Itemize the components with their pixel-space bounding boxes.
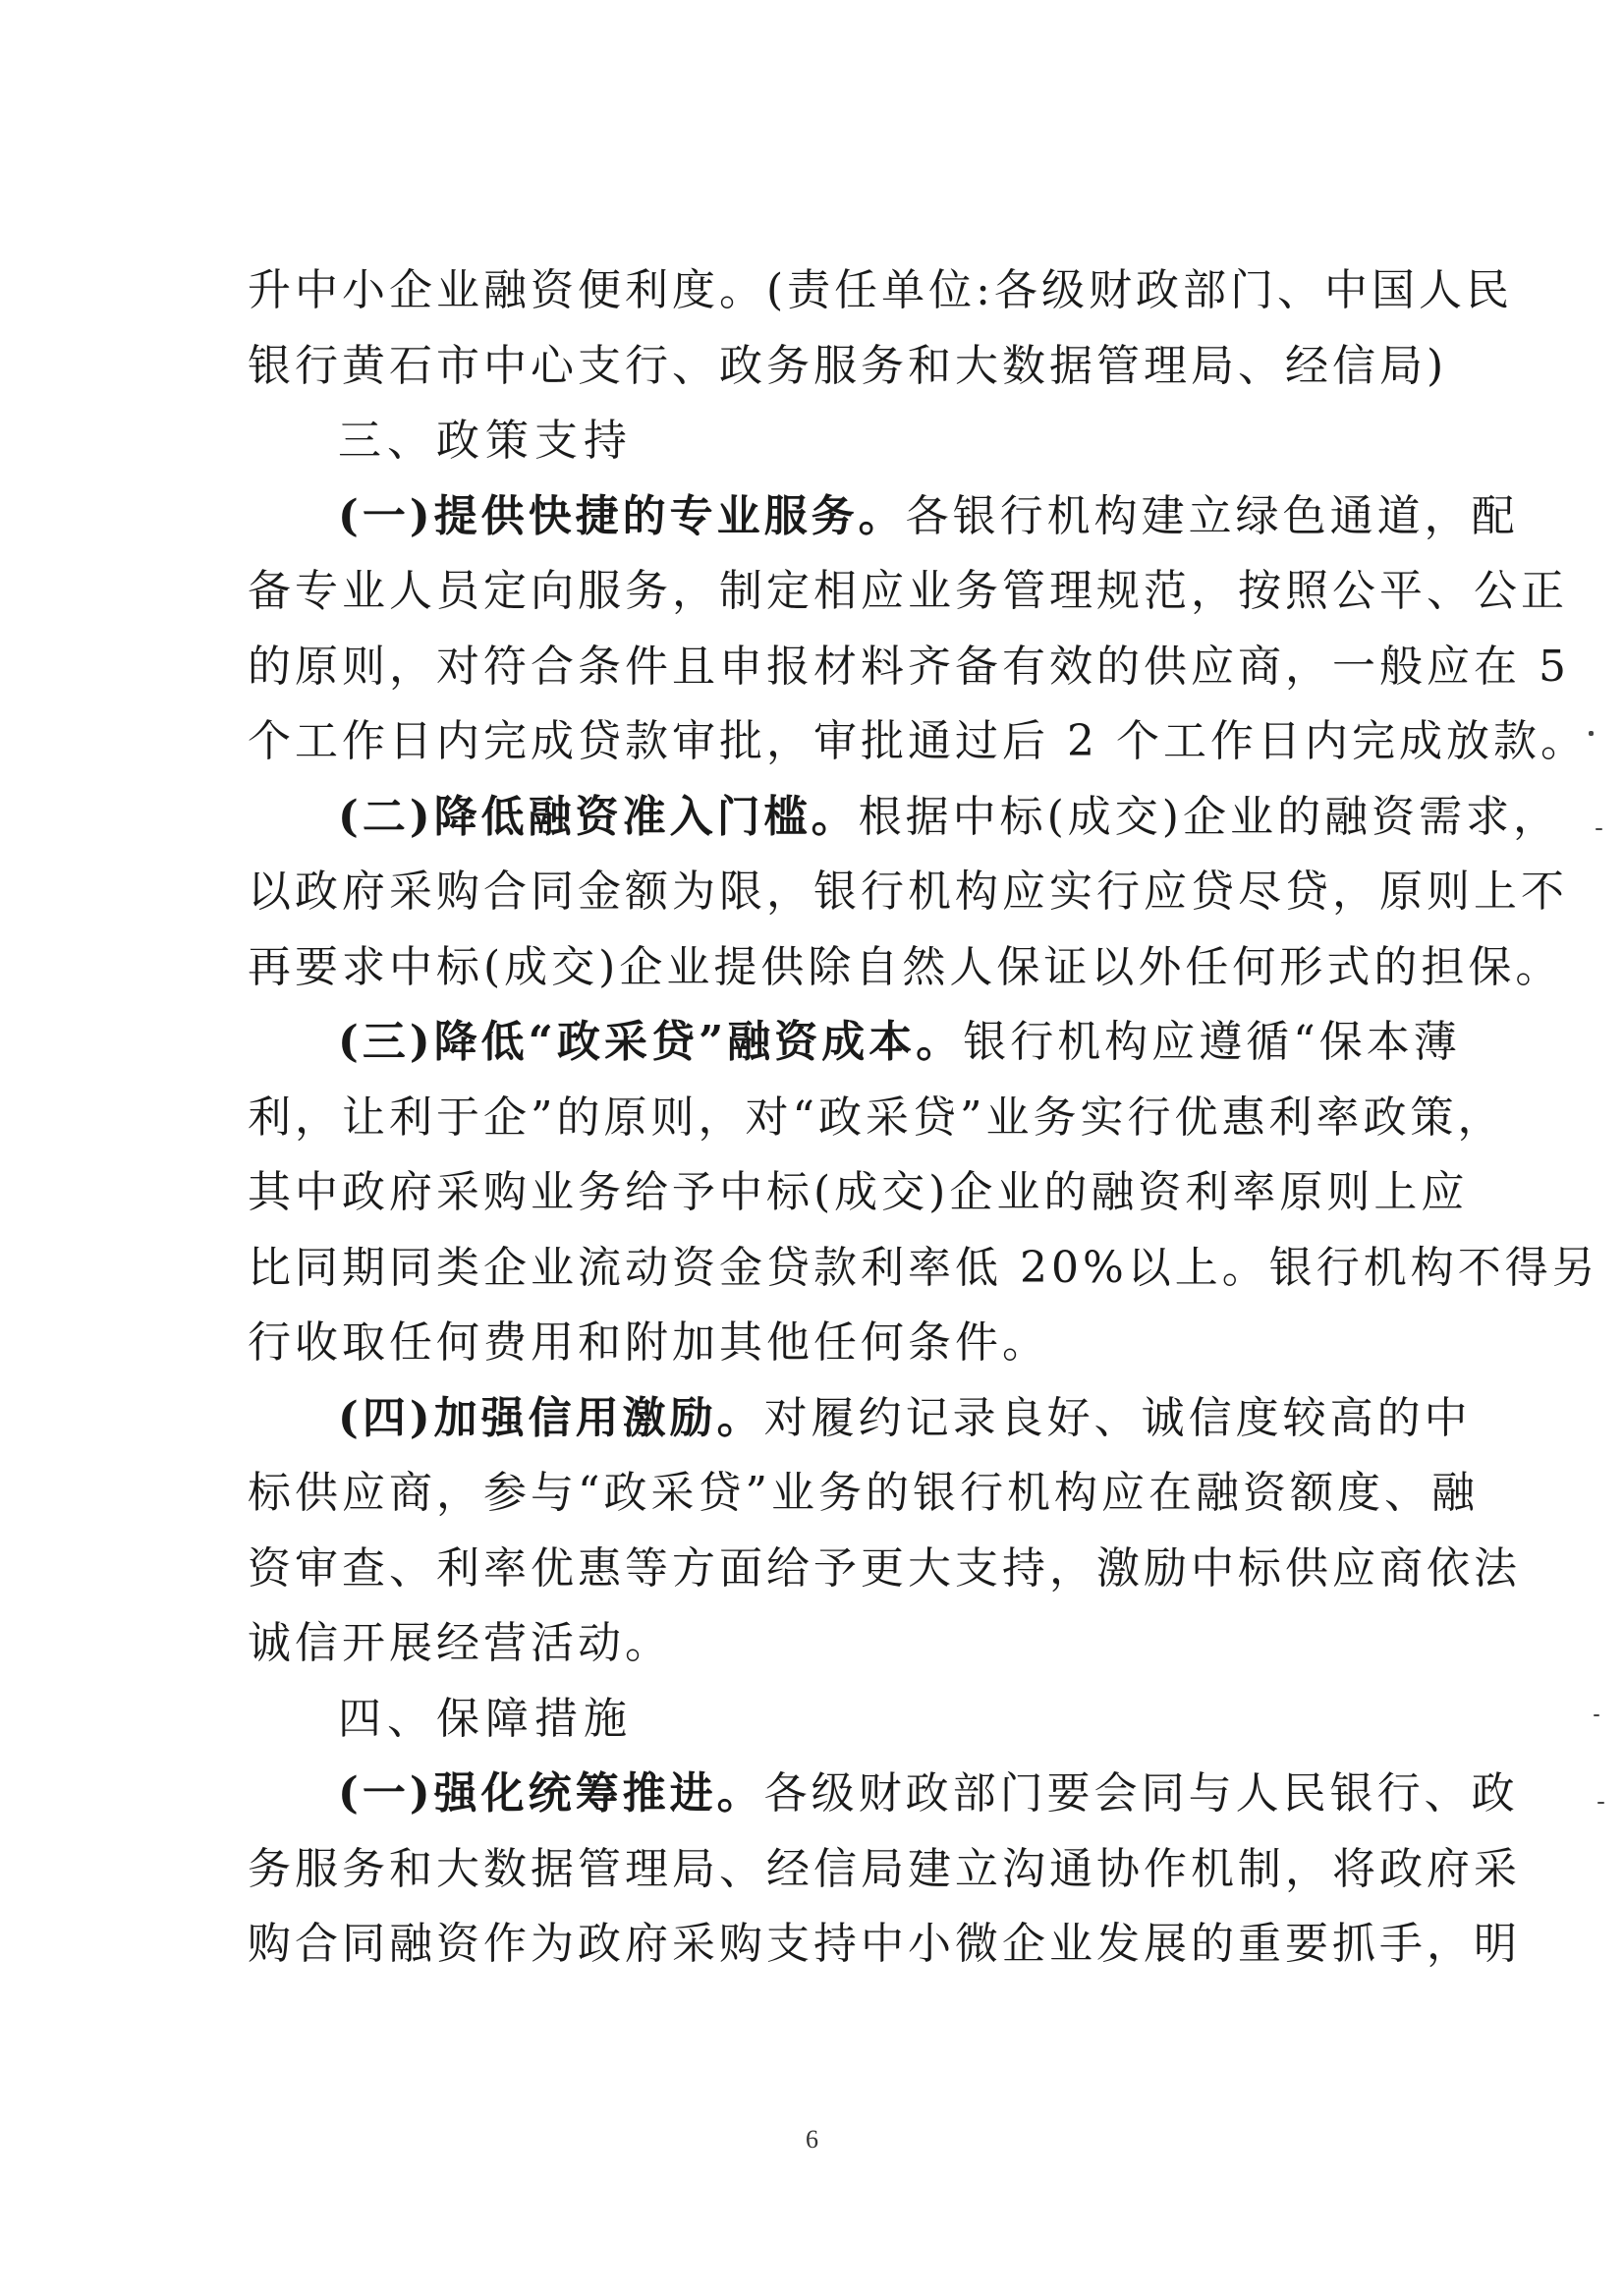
body-line: 诚信开展经营活动。 <box>248 1618 672 1668</box>
body-line: 行收取任何费用和附加其他任何条件。 <box>248 1317 1049 1368</box>
scan-mark <box>1596 828 1602 830</box>
paragraph-title: (四)加强信用激励。 <box>338 1392 764 1443</box>
document-body <box>248 253 1599 1983</box>
body-line: 备专业人员定向服务，制定相应业务管理规范，按照公平、公正 <box>248 566 1568 616</box>
body-line: 利，让利于企”的原则，对“政采贷”业务实行优惠利率政策， <box>248 1092 1505 1143</box>
body-line: 标供应商，参与“政采贷”业务的银行机构应在融资额度、融 <box>248 1468 1479 1518</box>
page-number: 6 <box>806 2125 818 2154</box>
paragraph-title: (一)强化统筹推进。 <box>338 1768 764 1819</box>
body-line: 其中政府采购业务给予中标(成交)企业的融资利率原则上应 <box>248 1167 1469 1217</box>
paragraph-first-line: (一)提供快捷的专业服务。各银行机构建立绿色通道，配 <box>338 490 1519 541</box>
body-line: 再要求中标(成交)企业提供除自然人保证以外任何形式的担保。 <box>248 941 1563 992</box>
paragraph-first-line: (三)降低“政采贷”融资成本。银行机构应遵循“保本薄 <box>338 1017 1461 1067</box>
section-heading: 四、保障措施 <box>338 1693 633 1744</box>
paragraph-title: (二)降低融资准入门槛。 <box>338 791 859 842</box>
paragraph-title: (三)降低“政采贷”融资成本。 <box>338 1017 964 1067</box>
body-line: 银行黄石市中心支行、政务服务和大数据管理局、经信局) <box>248 340 1448 391</box>
body-line: 务服务和大数据管理局、经信局建立沟通协作机制，将政府采 <box>248 1843 1521 1894</box>
body-line: 的原则，对符合条件且申报材料齐备有效的供应商，一般应在 5 <box>248 641 1570 692</box>
body-line: 个工作日内完成贷款审批，审批通过后 2 个工作日内完成放款。 <box>248 716 1588 766</box>
body-line: 以政府采购合同金额为限，银行机构应实行应贷尽贷，原则上不 <box>248 867 1568 917</box>
paragraph-first-line: (一)强化统筹推进。各级财政部门要会同与人民银行、政 <box>338 1768 1519 1819</box>
body-line: 升中小企业融资便利度。(责任单位:各级财政部门、中国人民 <box>248 265 1513 315</box>
scan-mark <box>1594 1714 1599 1716</box>
body-line: 购合同融资作为政府采购支持中小微企业发展的重要抓手，明 <box>248 1919 1521 1969</box>
paragraph-title: (一)提供快捷的专业服务。 <box>338 490 906 541</box>
paragraph-first-line: (二)降低融资准入门槛。根据中标(成交)企业的融资需求， <box>338 791 1560 842</box>
paragraph-first-line: (四)加强信用激励。对履约记录良好、诚信度较高的中 <box>338 1392 1472 1443</box>
body-line: 资审查、利率优惠等方面给予更大支持，激励中标供应商依法 <box>248 1542 1521 1594</box>
section-heading: 三、政策支持 <box>338 416 633 466</box>
scan-mark <box>1589 731 1594 736</box>
body-line: 比同期同类企业流动资金贷款利率低 20%以上。银行机构不得另 <box>248 1242 1599 1293</box>
scan-mark <box>1597 1802 1604 1804</box>
